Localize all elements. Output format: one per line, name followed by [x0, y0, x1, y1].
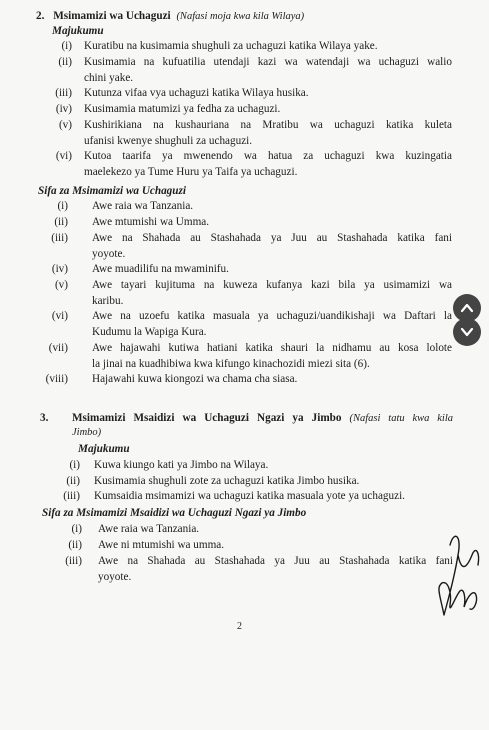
list-item-text: maelekezo ya Tume Huru ya Taifa ya uchaguzi.: [84, 165, 298, 178]
qualifications-heading: Sifa za Msimamizi Msaidizi wa Uchaguzi Ngazi ya Jimbo: [42, 507, 307, 519]
list-item-text: karibu.: [92, 294, 124, 307]
duties-heading: Majukumu: [78, 443, 130, 455]
section-number: 2.: [36, 10, 45, 22]
list-item-number: (iv): [51, 263, 68, 275]
section-3-heading: [72, 411, 453, 426]
duties-heading: Majukumu: [52, 25, 104, 37]
list-item-number: (iii): [65, 555, 82, 567]
list-item-text: Kusimamia shughuli zote za uchaguzi katika Jimbo husika.: [94, 475, 360, 487]
list-item-number: (ii): [58, 56, 72, 68]
list-item-text: Kumsaidia msimamizi wa uchaguzi katika masuala yote ya uchaguzi.: [94, 490, 405, 502]
list-item-text: Kudumu la Wapiga Kura.: [92, 325, 207, 338]
list-item-text: Kushirikiana na kushauriana na Mratibu wa uchaguzi katika kuleta: [84, 119, 452, 131]
list-item-number: (i): [71, 523, 82, 535]
list-item-text: Awe hajawahi kutiwa hatiani katika shauri la nidhamu au kosa lolote: [92, 342, 452, 354]
section-title: Msimamizi Msaidizi wa Uchaguzi Ngazi ya Jimbo: [72, 412, 342, 424]
section-title: Msimamizi wa Uchaguzi: [53, 10, 171, 22]
list-item-number: (ii): [54, 216, 68, 228]
chevron-down-icon: [460, 325, 474, 339]
list-item-number: (i): [69, 459, 80, 471]
list-item-text: Awe mtumishi wa Umma.: [92, 216, 210, 228]
signature: [428, 525, 488, 635]
section-title-note: (Nafasi tatu kwa kila: [349, 413, 454, 424]
list-item-number: (iii): [55, 87, 72, 99]
list-item-text: chini yake.: [84, 71, 134, 84]
list-item-number: (v): [58, 119, 72, 131]
list-item-text: la jinai na kuadhibiwa kwa kifungo kinachozidi miezi sita (6).: [92, 357, 370, 370]
list-item-text: Kutunza vifaa vya uchaguzi katika Wilaya husika.: [84, 87, 309, 99]
scroll-down-button[interactable]: [453, 318, 481, 346]
list-item-text: Awe na Shahada au Stashahada ya Juu au Stashahada katika fani: [92, 232, 452, 244]
page-number: 2: [237, 621, 242, 632]
list-item-number: (ii): [66, 475, 80, 487]
list-item-number: (vi): [51, 310, 68, 322]
section-title-note-cont: Jimbo): [72, 427, 102, 438]
list-item-text: Kuwa kiungo kati ya Jimbo na Wilaya.: [94, 459, 269, 471]
list-item-text: Awe tayari kujituma na kuweza kufanya kazi bila ya usimamizi wa: [92, 279, 452, 291]
list-item-text: Awe raia wa Tanzania.: [92, 200, 194, 212]
list-item-number: (iv): [55, 103, 72, 115]
list-item-number: (v): [54, 279, 68, 291]
chevron-up-icon: [460, 301, 474, 315]
list-item-text: Awe raia wa Tanzania.: [98, 523, 200, 535]
list-item-number: (ii): [68, 539, 82, 551]
list-item-number: (i): [61, 40, 72, 52]
list-item-text: yoyote.: [92, 247, 126, 260]
list-item-text: Awe na Shahada au Stashahada ya Juu au Stashahada katika fani: [98, 555, 453, 567]
list-item-text: Awe muadilifu na mwaminifu.: [92, 263, 229, 275]
list-item-number: (iii): [51, 232, 68, 244]
list-item-text: Kusimamia na kufuatilia utendaji kazi wa watendaji wa uchaguzi walio: [84, 56, 452, 68]
list-item-number: (vii): [48, 342, 68, 354]
section-2-heading: [36, 9, 304, 24]
list-item-number: (i): [57, 200, 68, 212]
list-item-text: Awe na uzoefu katika masuala ya uchaguzi/uandikishaji wa Daftari la: [92, 310, 452, 322]
list-item-text: ufanisi kwenye shughuli za uchaguzi.: [84, 134, 253, 147]
section-title-note: (Nafasi moja kwa kila Wilaya): [176, 11, 305, 22]
list-item-number: (iii): [63, 490, 80, 502]
list-item-text: Kuratibu na kusimamia shughuli za uchaguzi katika Wilaya yake.: [84, 40, 378, 52]
list-item-number: (vi): [55, 150, 72, 162]
list-item-text: Kutoa taarifa ya mwenendo wa hatua za uchaguzi kwa kuzingatia: [84, 150, 452, 162]
list-item-text: Hajawahi kuwa kiongozi wa chama cha siasa.: [92, 373, 298, 385]
list-item-text: yoyote.: [98, 570, 132, 583]
qualifications-heading: Sifa za Msimamizi wa Uchaguzi: [38, 185, 186, 197]
list-item-text: Kusimamia matumizi ya fedha za uchaguzi.: [84, 103, 281, 115]
list-item-text: Awe ni mtumishi wa umma.: [98, 539, 225, 551]
list-item-number: (viii): [45, 373, 68, 385]
section-number: 3.: [40, 412, 49, 424]
